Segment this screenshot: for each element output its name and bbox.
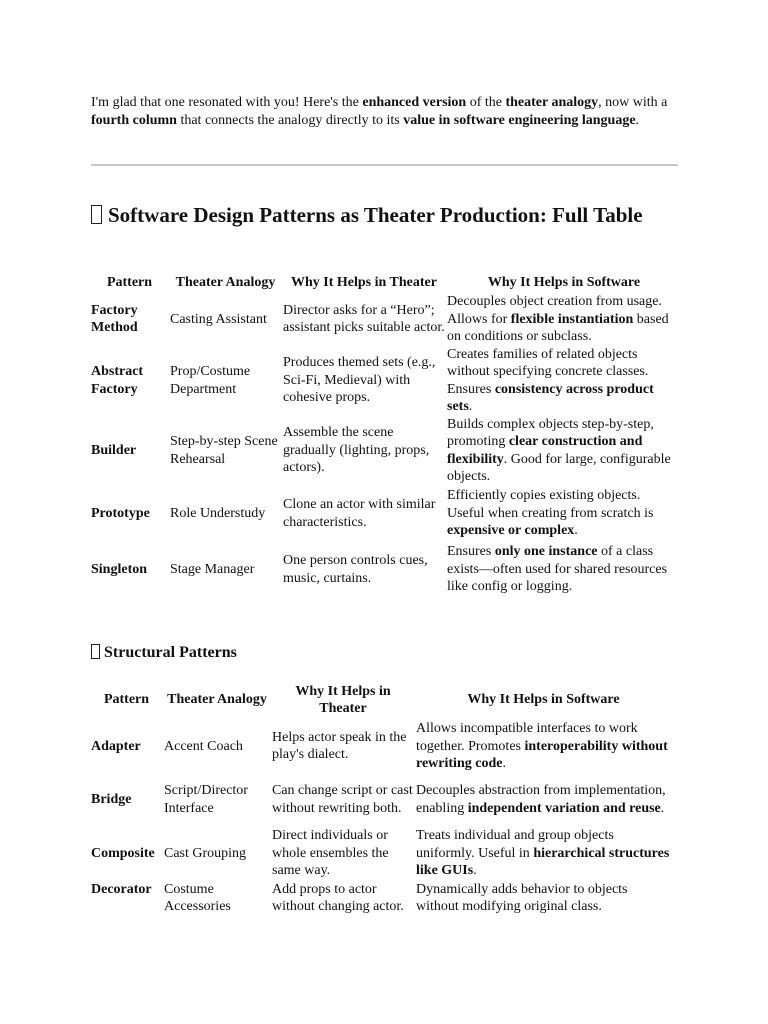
missing-glyph-icon <box>91 205 102 224</box>
pattern-cell: Adapter <box>91 738 141 754</box>
analogy-cell: Casting Assistant <box>170 311 267 327</box>
table-row <box>91 720 671 773</box>
table-row <box>91 293 681 346</box>
intro-text: of the <box>466 95 506 110</box>
page-title <box>91 202 681 228</box>
structural-patterns-table <box>89 680 673 917</box>
table-row <box>91 346 681 416</box>
pattern-cell: Singleton <box>91 561 148 577</box>
theater-cell: Can change script or cast without rewriting both. <box>272 783 413 816</box>
column-header: Theater Analogy <box>167 692 267 708</box>
theater-cell: Produces themed sets (e.g., Sci-Fi, Medieval) with cohesive props. <box>283 355 436 406</box>
software-cell: Decouples object creation from usage. Allows for flexible instantiation based on conditions or subclass. <box>447 294 669 344</box>
intro-text: that connects the analogy directly to its <box>176 112 404 128</box>
intro-bold: fourth column <box>91 112 177 128</box>
table-row <box>91 773 671 827</box>
pattern-cell: Prototype <box>91 505 150 521</box>
theater-cell: Add props to actor without changing actor. <box>272 881 404 914</box>
missing-glyph-icon <box>91 644 100 659</box>
theater-cell: Director asks for a “Hero”; assistant picks suitable actor. <box>283 302 445 336</box>
software-cell: Ensures only one instance of a class exists—often used for shared resources like config or logging. <box>447 544 668 595</box>
pattern-cell: Builder <box>91 442 137 458</box>
analogy-cell: Script/Director Interface <box>164 783 248 816</box>
intro-text: , now with a <box>598 95 668 110</box>
table-header-row <box>91 273 681 293</box>
creational-patterns-table <box>89 273 683 598</box>
column-header: Why It Helps in Theater <box>295 683 391 716</box>
software-cell: Decouples abstraction from implementation, enabling independent variation and reuse. <box>416 783 666 816</box>
column-header: Why It Helps in Theater <box>291 275 437 291</box>
software-cell: Creates families of related objects without specifying concrete classes. Ensures consistency across product sets. <box>447 346 654 414</box>
table-row <box>91 881 671 917</box>
theater-cell: Direct individuals or whole ensembles the same way. <box>272 828 389 879</box>
analogy-cell: Prop/Costume Department <box>170 364 251 397</box>
software-cell: Builds complex objects step-by-step, promoting clear construction and flexibility. Good for large, configurable objects. <box>447 416 671 484</box>
pattern-cell: Decorator <box>91 881 152 897</box>
software-cell: Treats individual and group objects uniformly. Useful in hierarchical structures like GUIs. <box>416 828 670 879</box>
intro-text: . <box>635 112 640 128</box>
table-row <box>91 827 671 881</box>
page-title-text: Software Design Patterns as Theater Production: Full Table <box>108 203 643 227</box>
table-row <box>91 416 681 486</box>
software-cell: Dynamically adds behavior to objects without modifying original class. <box>416 881 628 914</box>
pattern-cell: Bridge <box>91 791 132 807</box>
column-header: Theater Analogy <box>175 275 276 291</box>
analogy-cell: Step-by-step Scene Rehearsal <box>170 434 278 467</box>
theater-cell: Clone an actor with similar characteristics. <box>283 497 436 530</box>
table-header-row <box>91 680 671 720</box>
analogy-cell: Costume Accessories <box>164 881 231 914</box>
analogy-cell: Accent Coach <box>164 738 243 754</box>
column-header: Why It Helps in Software <box>467 692 620 708</box>
software-cell: Efficiently copies existing objects. Useful when creating from scratch is expensive or complex. <box>447 488 654 539</box>
intro-paragraph <box>91 94 671 129</box>
horizontal-divider <box>91 164 678 166</box>
theater-cell: Assemble the scene gradually (lighting, props, actors). <box>283 425 430 476</box>
analogy-cell: Role Understudy <box>170 505 266 521</box>
theater-cell: Helps actor speak in the play's dialect. <box>272 729 407 763</box>
column-header: Pattern <box>106 275 153 291</box>
section-heading <box>91 643 237 663</box>
analogy-cell: Cast Grouping <box>164 845 247 861</box>
table-row <box>91 486 681 542</box>
theater-cell: One person controls cues, music, curtains. <box>283 553 428 586</box>
table-row <box>91 542 681 598</box>
pattern-cell: Factory Method <box>91 302 138 336</box>
column-header: Pattern <box>103 692 150 708</box>
intro-bold: enhanced version <box>362 95 467 110</box>
analogy-cell: Stage Manager <box>170 561 255 577</box>
pattern-cell: Abstract Factory <box>91 364 144 397</box>
pattern-cell: Composite <box>91 845 155 861</box>
section-heading-text: Structural Patterns <box>104 644 237 661</box>
intro-bold: theater analogy <box>505 95 599 110</box>
intro-text: I'm glad that one resonated with you! Here's the <box>91 95 363 110</box>
software-cell: Allows incompatible interfaces to work together. Promotes interoperability without rewriting code. <box>416 721 668 771</box>
column-header: Why It Helps in Software <box>487 275 641 291</box>
intro-bold: value in software engineering language <box>403 112 636 128</box>
